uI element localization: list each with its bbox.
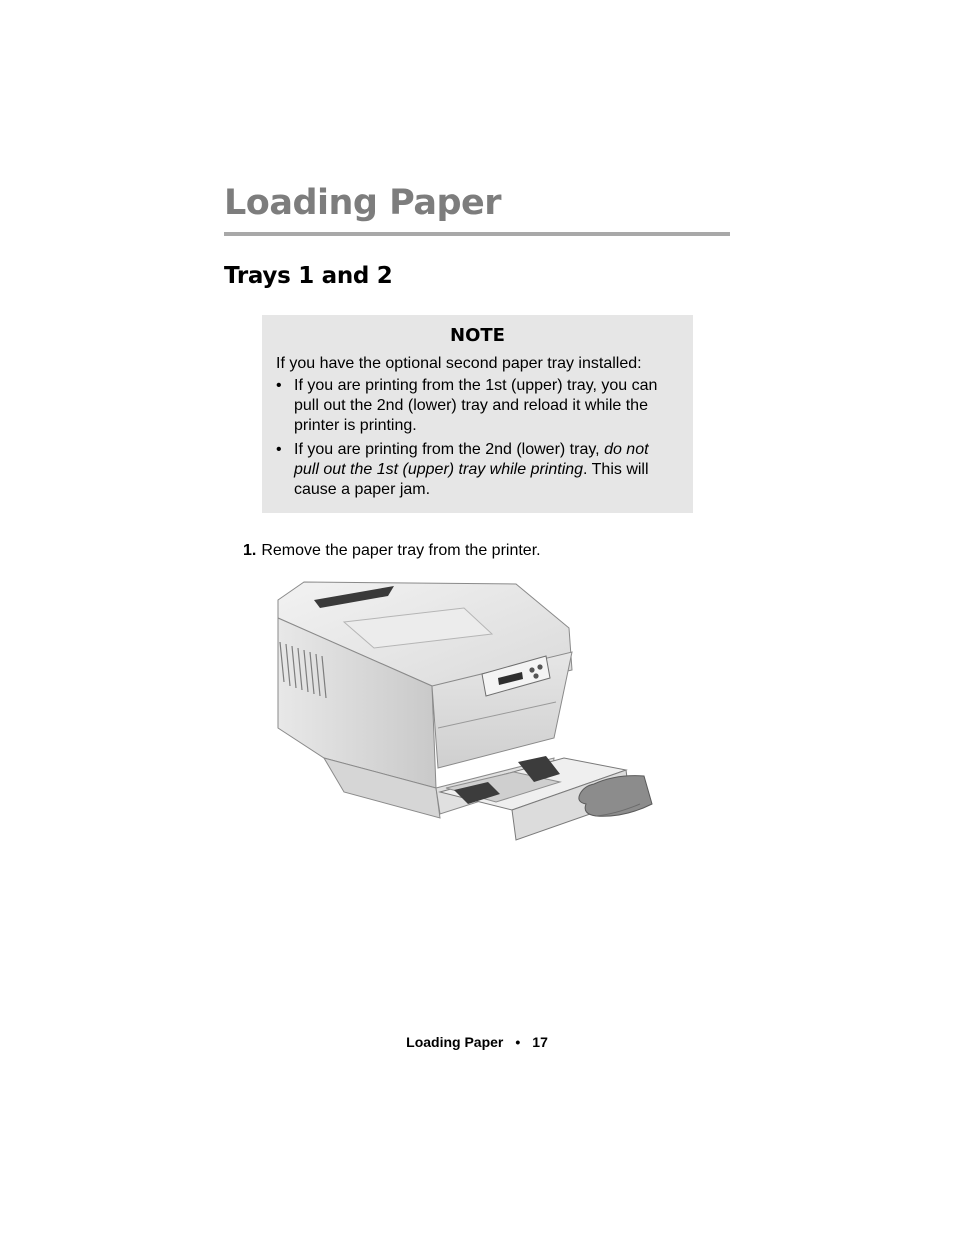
list-item [276, 376, 676, 436]
list-item [276, 440, 676, 500]
footer-section: Loading Paper [406, 1034, 504, 1050]
page-title: Loading Paper [224, 183, 502, 223]
footer-separator: • [515, 1034, 521, 1050]
note-item-text: If you are printing from the 1st (upper) tray, you can pull out the 2nd (lower) tray and reload it while the printer is printing. [294, 377, 658, 434]
step-number: 1. [243, 542, 257, 559]
note-box [262, 315, 693, 513]
note-title: NOTE [450, 325, 505, 346]
bullet-icon: • [276, 377, 282, 394]
note-item-text-after: . This will cause a paper jam. [294, 461, 649, 498]
page-number: 17 [532, 1034, 548, 1050]
bullet-icon: • [276, 441, 282, 458]
note-item-text-before: If you are printing from the 2nd (lower) tray, [294, 441, 605, 458]
printer-tray-illustration [264, 578, 654, 858]
step-1 [243, 541, 541, 561]
step-text: Remove the paper tray from the printer. [261, 542, 541, 559]
title-rule [224, 232, 730, 236]
section-heading: Trays 1 and 2 [224, 263, 393, 289]
note-list [276, 376, 676, 504]
note-item-emphasis: do not pull out the 1st (upper) tray while printing [294, 441, 649, 478]
page-footer [0, 1034, 954, 1050]
note-intro: If you have the optional second paper tray installed: [276, 355, 642, 372]
